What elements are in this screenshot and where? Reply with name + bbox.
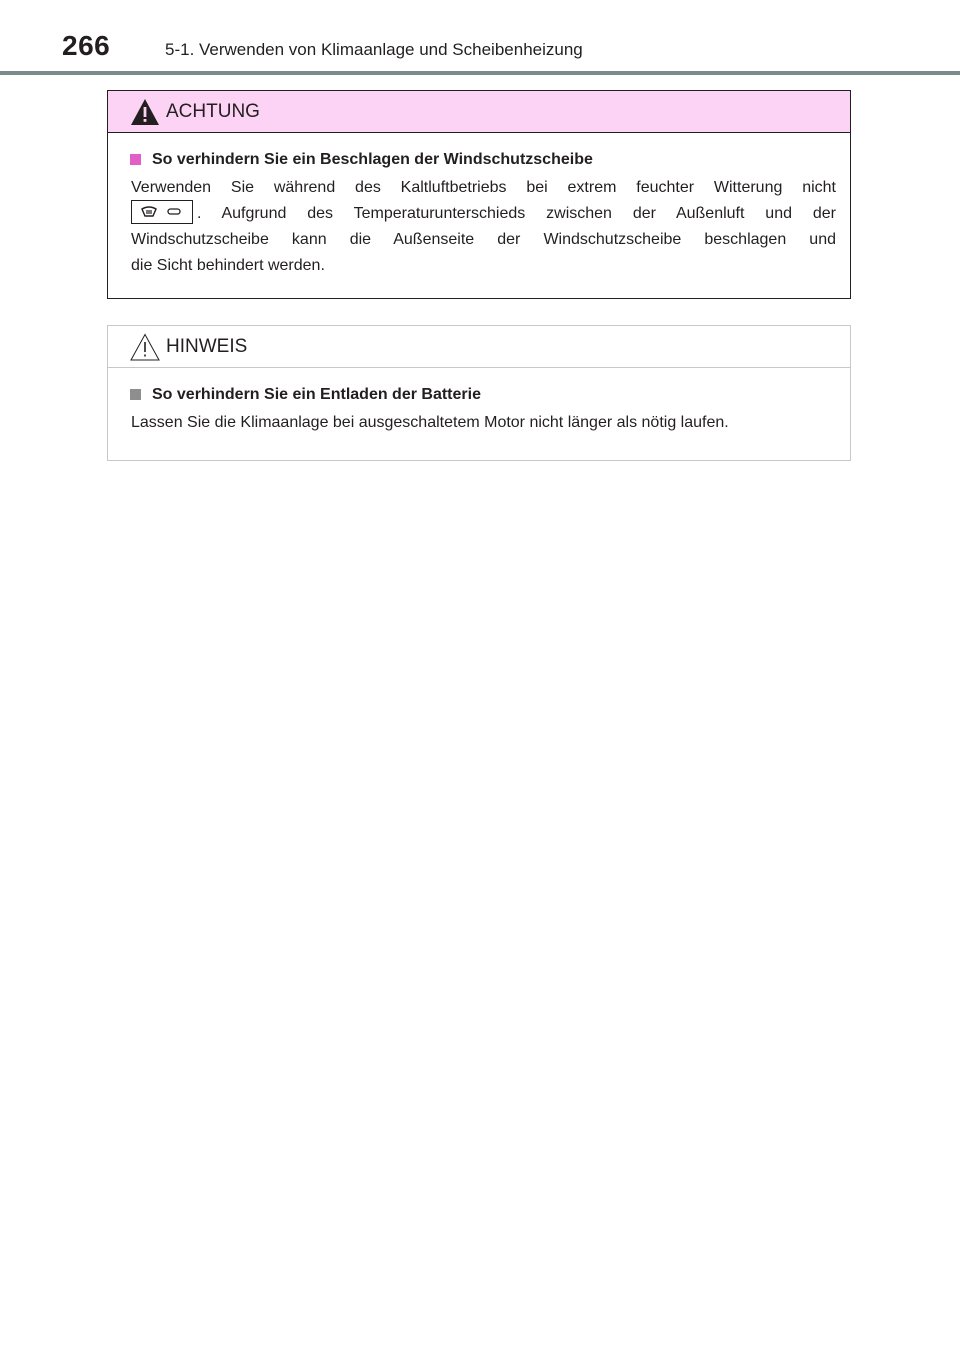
- square-bullet-icon: [130, 154, 141, 165]
- notice-label: HINWEIS: [166, 336, 248, 357]
- notice-item-title: So verhindern Sie ein Entladen der Batterie: [152, 386, 481, 403]
- caution-box: [107, 90, 851, 299]
- caution-line-2: [131, 201, 836, 227]
- page-number: 266: [62, 30, 111, 61]
- caution-item-text: [131, 175, 836, 279]
- warning-triangle-outline-icon: [129, 332, 161, 362]
- square-bullet-icon: [130, 389, 141, 400]
- notice-body: [108, 368, 850, 436]
- notice-item-title-row: [130, 384, 836, 406]
- caution-header: [108, 91, 850, 133]
- caution-line-4: die Sicht behindert werden.: [131, 257, 325, 274]
- windshield-defogger-button-icon: [131, 200, 193, 224]
- notice-box: [107, 325, 851, 461]
- caution-line-1: Verwenden Sie während des Kaltluftbetriebs bei extrem feuchter Witterung nicht: [131, 179, 836, 196]
- notice-item-text: Lassen Sie die Klimaanlage bei ausgeschaltetem Motor nicht länger als nötig laufen.: [131, 414, 729, 431]
- header-divider: [0, 71, 960, 75]
- warning-triangle-icon: [129, 97, 161, 127]
- caution-line-3: Windschutzscheibe kann die Außenseite der Windschutzscheibe beschlagen und: [131, 231, 836, 248]
- caution-body: [108, 133, 850, 279]
- caution-label: ACHTUNG: [166, 101, 260, 122]
- section-title: 5-1. Verwenden von Klimaanlage und Scheibenheizung: [165, 40, 583, 59]
- caution-line-2-text: . Aufgrund des Temperaturunterschieds zwischen der Außenluft und der: [197, 205, 836, 222]
- caution-item-title-row: [130, 149, 836, 171]
- notice-header: [108, 326, 850, 368]
- caution-item-title: So verhindern Sie ein Beschlagen der Windschutzscheibe: [152, 151, 593, 168]
